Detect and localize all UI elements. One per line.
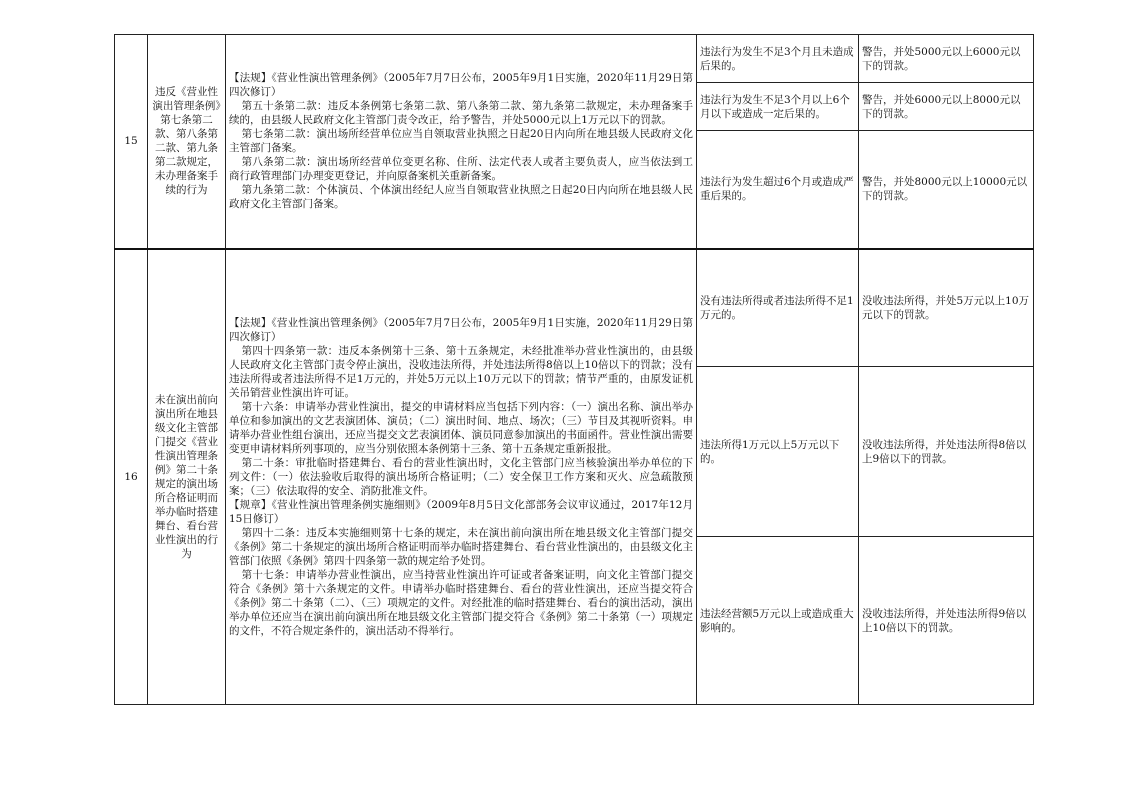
table-row bbox=[115, 35, 1034, 83]
basis-article: 第七条第二款：演出场所经营单位应当自领取营业执照之日起20日内向所在地县级人民政府文化主管部门备案。 bbox=[229, 128, 693, 155]
legal-basis bbox=[226, 249, 697, 705]
violation-condition: 违法所得1万元以上5万元以下的。 bbox=[697, 367, 859, 537]
penalty-standard: 没收违法所得，并处5万元以上10万元以下的罚款。 bbox=[859, 249, 1034, 367]
basis-article: 第二十条：审批临时搭建舞台、看台的营业性演出时，文化主管部门应当核验演出举办单位的下列文件：（一）依法验收后取得的演出场所合格证明；（二）安全保卫工作方案和灭火、应急疏散预案；（三）依法取得的安全、消防批准文件。 bbox=[229, 456, 693, 497]
basis-article: 第十七条：申请举办营业性演出，应当持营业性演出许可证或者备案证明，向文化主管部门提交符合《条例》第十六条规定的文件。申请举办临时搭建舞台、看台的营业性演出，还应当提交符合《条例》第二十条第（二）、（三）项规定的文件。对经批准的临时搭建舞台、看台的演出活动，演出举办单位还应当在演出前向演出所在地县级文化主管部门提交符合《条例》第二十条第（一）项规定的文件，不符合规定条件的，演出活动不得举行。 bbox=[229, 568, 693, 637]
penalty-standard: 没收违法所得，并处违法所得9倍以上10倍以下的罚款。 bbox=[859, 537, 1034, 705]
basis-article: 第四十二条：违反本实施细则第十七条的规定，未在演出前向演出所在地县级文化主管部门提交《条例》第二十条规定的演出场所合格证明而举办临时搭建舞台、看台营业性演出的，由县级文化主管部门依照《条例》第四十四条第一款的规定给予处罚。 bbox=[229, 526, 693, 567]
basis-article: 第九条第二款：个体演员、个体演出经纪人应当自领取营业执照之日起20日内向所在地县级人民政府文化主管部门备案。 bbox=[229, 184, 693, 211]
violation-condition: 没有违法所得或者违法所得不足1万元的。 bbox=[697, 249, 859, 367]
legal-basis bbox=[226, 35, 697, 249]
basis-source: 【规章】《营业性演出管理条例实施细则》（2009年8月5日文化部部务会议审议通过，2017年12月15日修订） bbox=[229, 498, 693, 525]
row-number: 16 bbox=[115, 249, 148, 705]
basis-source: 【法规】《营业性演出管理条例》（2005年7月7日公布，2005年9月1日实施，2020年11月29日第四次修订） bbox=[229, 72, 693, 99]
basis-article: 第四十四条第一款：违反本条例第十三条、第十五条规定，未经批准举办营业性演出的，由县级人民政府文化主管部门责令停止演出，没收违法所得，并处违法所得8倍以上10倍以下的罚款；没有违法所得或者违法所得不足1万元的，并处5万元以上10万元以下的罚款；情节严重的，由原发证机关吊销营业性演出许可证。 bbox=[229, 344, 693, 399]
violation-condition: 违法经营额5万元以上或造成重大影响的。 bbox=[697, 537, 859, 705]
violation-condition: 违法行为发生超过6个月或造成严重后果的。 bbox=[697, 131, 859, 249]
basis-source: 【法规】《营业性演出管理条例》（2005年7月7日公布，2005年9月1日实施，2020年11月29日第四次修订） bbox=[229, 316, 693, 343]
penalty-standard: 没收违法所得，并处违法所得8倍以上9倍以下的罚款。 bbox=[859, 367, 1034, 537]
basis-article: 第八条第二款：演出场所经营单位变更名称、住所、法定代表人或者主要负责人，应当依法到工商行政管理部门办理变更登记，并向原备案机关重新备案。 bbox=[229, 156, 693, 183]
basis-article: 第十六条：申请举办营业性演出，提交的申请材料应当包括下列内容：（一）演出名称、演出举办单位和参加演出的文艺表演团体、演员；（二）演出时间、地点、场次；（三）节目及其视听资料。申请举办营业性组台演出，还应当提交文艺表演团体、演员同意参加演出的书面函件。营业性演出需要变更申请材料所列事项的，应当分别依照本条例第十三条、第十五条规定重新报批。 bbox=[229, 400, 693, 455]
violation-condition: 违法行为发生不足3个月以上6个月以下或造成一定后果的。 bbox=[697, 83, 859, 131]
penalty-discretion-table bbox=[114, 34, 1034, 705]
penalty-standard: 警告，并处8000元以上10000元以下的罚款。 bbox=[859, 131, 1034, 249]
violation-condition: 违法行为发生不足3个月且未造成后果的。 bbox=[697, 35, 859, 83]
penalty-standard: 警告，并处5000元以上6000元以下的罚款。 bbox=[859, 35, 1034, 83]
basis-article: 第五十条第二款：违反本条例第七条第二款、第八条第二款、第九条第二款规定，未办理备案手续的，由县级人民政府文化主管部门责令改正，给予警告，并处5000元以上1万元以下的罚款。 bbox=[229, 100, 693, 127]
table-row bbox=[115, 249, 1034, 367]
penalty-standard: 警告，并处6000元以上8000元以下的罚款。 bbox=[859, 83, 1034, 131]
violation-behavior: 未在演出前向演出所在地县级文化主管部门提交《营业性演出管理条例》第二十条规定的演出场所合格证明而举办临时搭建舞台、看台营业性演出的行为 bbox=[148, 249, 226, 705]
violation-behavior: 违反《营业性演出管理条例》第七条第二款、第八条第二款、第九条第二款规定，未办理备案手续的行为 bbox=[148, 35, 226, 249]
row-number: 15 bbox=[115, 35, 148, 249]
